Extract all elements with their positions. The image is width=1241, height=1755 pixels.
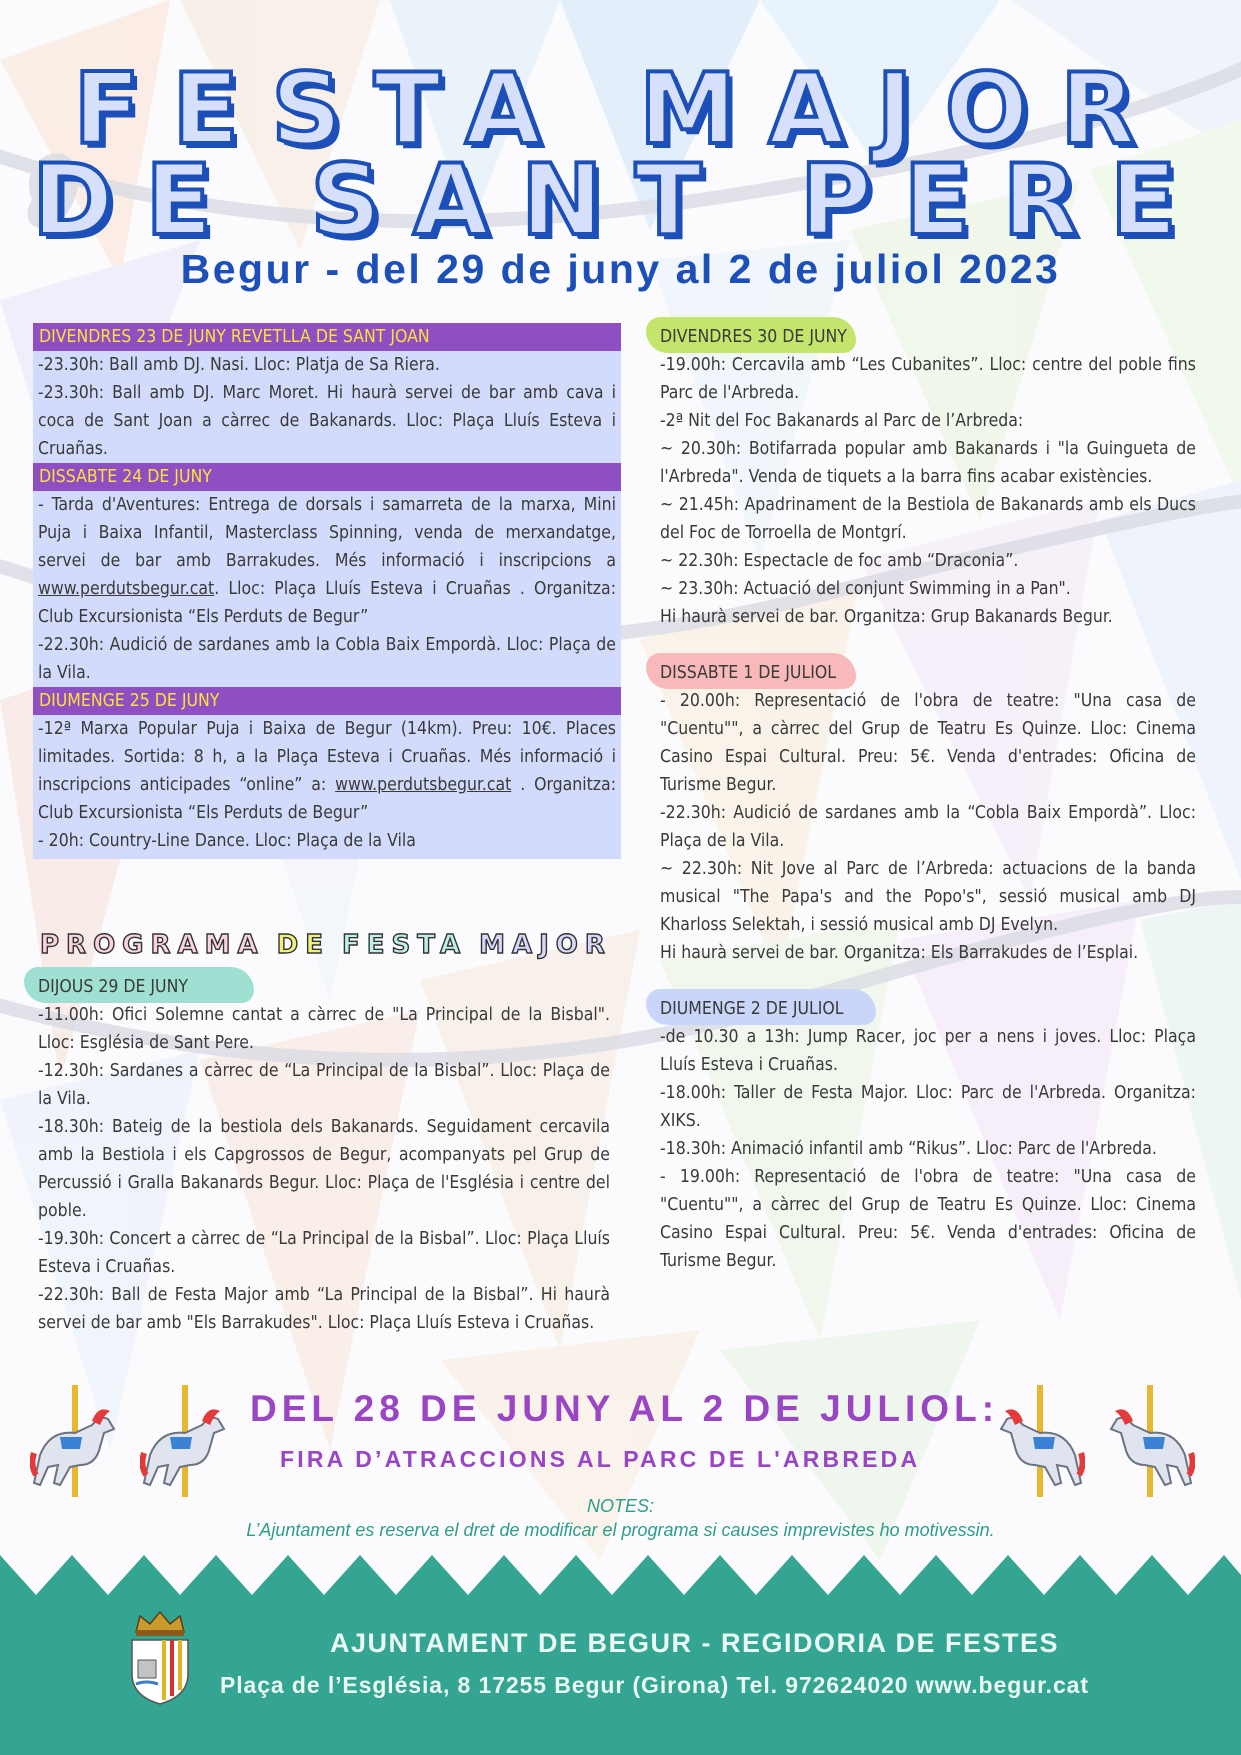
pre-festival-program <box>33 323 621 859</box>
day-heading <box>38 973 194 1001</box>
day-heading <box>660 659 842 687</box>
day-heading: DIVENDRES 23 DE JUNY REVETLLA DE SANT JOAN <box>33 323 621 351</box>
event-item: - 19.00h: Representació de l'obra de teatre: "Una casa de "Cuentu"", a càrrec del Grup de Teatru Es Quinze. Lloc: Cinema Casino Espai Cultural. Preu: 5€. Venda d'entrades: Oficina de Turisme Begur. <box>660 1167 1196 1271</box>
carousel-horse-icon <box>1105 1385 1195 1497</box>
event-item: -11.00h: Ofici Solemne cantat a càrrec de "La Principal de la Bisbal". Lloc: Església de Sant Pere. <box>38 1005 610 1053</box>
event-item: -18.30h: Animació infantil amb “Rikus”. Lloc: Parc de l'Arbreda. <box>660 1139 1157 1159</box>
notes-label: NOTES: <box>586 1496 654 1516</box>
festival-program-right <box>660 323 1196 1275</box>
programa-word: FESTA <box>342 930 468 960</box>
event-item: -19.00h: Cercavila amb “Les Cubanites”. Lloc: centre del poble fins Parc de l'Arbreda. <box>660 355 1196 403</box>
event-item: -19.30h: Concert a càrrec de “La Principal de la Bisbal”. Lloc: Plaça Lluís Esteva i Cruañas. <box>38 1229 610 1277</box>
day-heading-text: DIVENDRES 30 DE JUNY <box>660 327 847 347</box>
footer-contact: Plaça de l’Església, 8 17255 Begur (Girona) Tel. 972624020 www.begur.cat <box>220 1672 1089 1698</box>
event-item: Hi haurà servei de bar. Organitza: Grup Bakanards Begur. <box>660 607 1113 627</box>
day-heading: DIUMENGE 25 DE JUNY <box>33 687 621 715</box>
event-item: Hi haurà servei de bar. Organitza: Els Barrakudes de l’Esplai. <box>660 943 1139 963</box>
event-item <box>38 491 616 631</box>
day-heading: DISSABTE 24 DE JUNY <box>33 463 621 491</box>
day-events <box>33 351 621 463</box>
event-item: ~ 22.30h: Espectacle de foc amb “Draconia”. <box>660 551 1019 571</box>
event-item: -22.30h: Audició de sardanes amb la Cobla Baix Empordà. Lloc: Plaça de la Vila. <box>38 635 616 683</box>
day-heading-wrap <box>660 323 1196 351</box>
event-text: - Tarda d'Aventures: Entrega de dorsals i samarreta de la marxa, Mini Puja i Baixa Infantil, Masterclass Spinning, venda de merxandatge, servei de bar amb Barrakudes. Més informació i inscripcions a <box>38 495 616 571</box>
event-text: -12ª Marxa Popular Puja i Baixa de Begur (14km). Preu: 10€. Places limitades. Sortida: 8 h, a la Plaça Esteva i Cruañas. Més informació i inscripcions anticipades “online” a: <box>38 719 616 795</box>
fira-dates: DEL 28 DE JUNY AL 2 DE JULIOL: <box>250 1388 1000 1429</box>
event-item: -de 10.30 a 13h: Jump Racer, joc per a nens i joves. Lloc: Plaça Lluís Esteva i Cruañas. <box>660 1027 1196 1075</box>
day-heading-wrap <box>38 973 610 1001</box>
event-item: -22.30h: Ball de Festa Major amb “La Principal de la Bisbal”. Hi haurà servei de bar amb "Els Barrakudes". Lloc: Plaça Lluís Esteva i Cruañas. <box>38 1285 610 1333</box>
event-item: -23.30h: Ball amb DJ. Nasi. Lloc: Platja de Sa Riera. <box>38 355 440 375</box>
day-events <box>33 491 621 687</box>
event-item: ~ 21.45h: Apadrinament de la Bestiola de Bakanards amb els Ducs del Foc de Torroella de Montgrí. <box>660 495 1196 543</box>
event-item: -18.30h: Bateig de la bestiola dels Bakanards. Seguidament cercavila amb la Bestiola i els Capgrossos de Begur, acompanyats pel Grup de Percussió i Gralla Bakanards Begur. Lloc: Plaça de l'Església i centre del poble. <box>38 1117 610 1221</box>
perduts-link[interactable]: www.perdutsbegur.cat <box>335 775 512 795</box>
perduts-link[interactable]: www.perdutsbegur.cat <box>38 579 215 599</box>
day-heading-wrap <box>660 659 1196 687</box>
event-item: -12.30h: Sardanes a càrrec de “La Principal de la Bisbal”. Lloc: Plaça de la Vila. <box>38 1061 610 1109</box>
event-item <box>38 715 616 827</box>
day-heading <box>660 323 853 351</box>
dijous-program <box>38 973 610 1337</box>
spacer <box>660 967 1196 995</box>
programa-word: MAJOR <box>479 930 612 960</box>
event-text: . Lloc: Plaça Lluís Esteva i Cruañas . Organitza: Club Excursionista “Els Perduts de Begur” <box>38 579 616 627</box>
day-heading-text: DIUMENGE 2 DE JULIOL <box>660 999 844 1019</box>
event-item: - 20h: Country-Line Dance. Lloc: Plaça de la Vila <box>38 831 416 851</box>
day-events <box>33 715 621 859</box>
event-item: -22.30h: Audició de sardanes amb la “Cobla Baix Empordà”. Lloc: Plaça de la Vila. <box>660 803 1196 851</box>
day-heading-text: DIJOUS 29 DE JUNY <box>38 977 188 997</box>
spacer <box>660 631 1196 659</box>
day-heading-wrap <box>660 995 1196 1023</box>
carousel-horse-icon <box>995 1385 1085 1497</box>
begur-coat-of-arms-icon <box>126 1610 194 1706</box>
programa-word: PROGRAMA <box>40 930 265 960</box>
notes-text: L’Ajuntament es reserva el dret de modificar el programa si causes imprevistes ho motivessin. <box>246 1520 995 1540</box>
footer-organization: AJUNTAMENT DE BEGUR - REGIDORIA DE FESTES <box>330 1628 1060 1658</box>
event-text: . Organitza: Club Excursionista “Els Perduts de Begur” <box>38 775 617 823</box>
page-title-line2: DE SANT PERE <box>32 144 1209 258</box>
programa-word: DE <box>276 930 331 960</box>
event-item: - 20.00h: Representació de l'obra de teatre: "Una casa de "Cuentu"", a càrrec del Grup de Teatru Es Quinze. Lloc: Cinema Casino Espai Cultural. Preu: 5€. Venda d'entrades: Oficina de Turisme Begur. <box>660 691 1196 795</box>
page-title-line1: FESTA MAJOR <box>73 53 1168 167</box>
day-heading <box>660 995 850 1023</box>
carousel-horse-icon <box>30 1385 120 1497</box>
programa-heading <box>40 930 624 960</box>
page-subtitle: Begur - del 29 de juny al 2 de juliol 2023 <box>180 246 1061 292</box>
event-item: -2ª Nit del Foc Bakanards al Parc de l’Arbreda: <box>660 411 1024 431</box>
day-heading-text: DISSABTE 1 DE JULIOL <box>660 663 837 683</box>
event-item: -18.00h: Taller de Festa Major. Lloc: Parc de l'Arbreda. Organitza: XIKS. <box>660 1083 1196 1131</box>
event-item: ~ 23.30h: Actuació del conjunt Swimming in a Pan". <box>660 579 1071 599</box>
carousel-horse-icon <box>140 1385 230 1497</box>
fira-description: FIRA D’ATRACCIONS AL PARC DE L'ARBREDA <box>280 1446 921 1472</box>
event-item: ~ 20.30h: Botifarrada popular amb Bakanards i "la Guingueta de l'Arbreda". Venda de tiquets a la barra fins acabar existències. <box>660 439 1196 487</box>
event-item: -23.30h: Ball amb DJ. Marc Moret. Hi haurà servei de bar amb cava i coca de Sant Joan a càrrec de Bakanards. Lloc: Plaça Lluís Esteva i Cruañas. <box>38 383 616 459</box>
notes-block <box>0 1494 1241 1542</box>
event-item: ~ 22.30h: Nit Jove al Parc de l’Arbreda: actuacions de la banda musical "The Papa's and the Popo's", sessió musical amb DJ Kharloss Selektah, i sessió musical amb DJ Evelyn. <box>660 859 1196 935</box>
